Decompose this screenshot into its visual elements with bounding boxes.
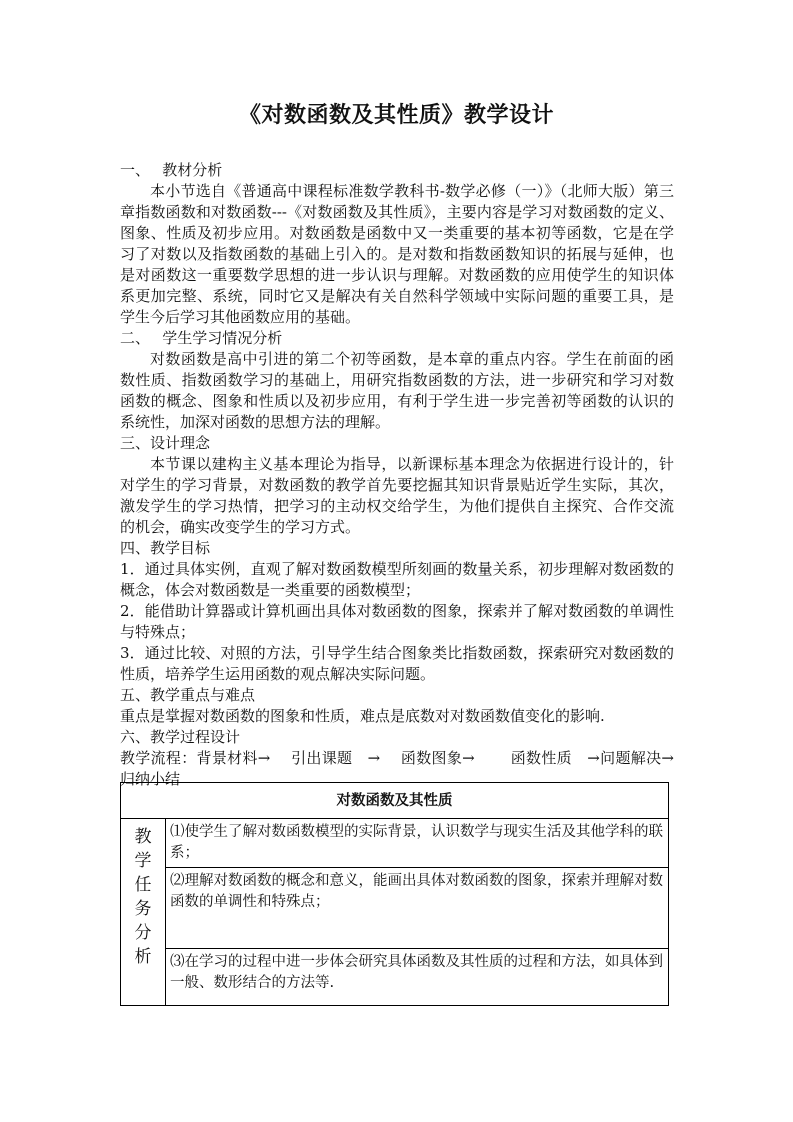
section-heading-concept: 三、设计理念	[120, 434, 211, 452]
goal-item-1: 1．通过具体实例，直观了解对数函数模型所刻画的数量关系，初步理解对数函数的概念，体会对数函数是一类重要的函数模型；	[120, 560, 674, 599]
section-heading-keypoints: 五、教学重点与难点	[120, 686, 256, 704]
document-body	[120, 160, 674, 790]
table-row: ⑶在学习的过程中进一步体会研究具体函数及其性质的过程和方法，如具体到一般、数形结合的方法等.	[166, 949, 669, 1006]
side-char: 务	[134, 899, 152, 919]
section-paragraph-concept: 本节课以建构主义基本理论为指导，以新课标基本理念为依据进行设计的，针对学生的学习背景，对数函数的教学首先要挖掘其知识背景贴近学生实际，其次，激发学生的学习热情，把学习的主动权交给学生，为他们提供自主探究、合作交流的机会，确实改变学生的学习方式。	[120, 455, 674, 536]
task-analysis-table	[120, 782, 669, 1006]
document-title: 《对数函数及其性质》教学设计	[238, 102, 554, 128]
table-row: ⑴使学生了解对数函数模型的实际背景，认识数学与现实生活及其他学科的联系；	[166, 819, 669, 868]
table-row: ⑵理解对数函数的概念和意义，能画出具体对数函数的图象，探索并理解对数函数的单调性和特殊点；	[166, 868, 669, 949]
section-heading-process: 六、教学过程设计	[120, 728, 241, 746]
section-paragraph-students: 对数函数是高中引进的第二个初等函数，是本章的重点内容。学生在前面的函数性质、指数函数学习的基础上，用研究指数函数的方法，进一步研究和学习对数函数的概念、图象和性质以及初步应用，有利于学生进一步完善初等函数的认识的系统性，加深对函数的思想方法的理解。	[120, 350, 674, 431]
process-flow: 教学流程：背景材料→ 引出课题 → 函数图象→ 函数性质 →问题解决→归纳小结	[120, 749, 674, 788]
section-heading-textbook: 一、 教材分析	[120, 161, 223, 179]
goal-item-3: 3．通过比较、对照的方法，引导学生结合图象类比指数函数，探索研究对数函数的性质，培养学生运用函数的观点解决实际问题。	[120, 644, 674, 683]
table-header: 对数函数及其性质	[121, 783, 669, 819]
section-paragraph-textbook: 本小节选自《普通高中课程标准数学教科书-数学必修（一）》（北师大版）第三章指数函数和对数函数---《对数函数及其性质》，主要内容是学习对数函数的定义、图象、性质及初步应用。对数函数是函数中又一类重要的基本初等函数，它是在学习了对数以及指数函数的基础上引入的。是对数和指数函数知识的拓展与延伸，也是对函数这一重要数学思想的进一步认识与理解。对数函数的应用使学生的知识体系更加完整、系统，同时它又是解决有关自然科学领域中实际问题的重要工具，是学生今后学习其他函数应用的基础。	[120, 182, 674, 326]
side-char: 学	[134, 851, 152, 871]
side-char: 析	[134, 947, 152, 967]
side-char: 任	[134, 875, 152, 895]
section-heading-goals: 四、教学目标	[120, 539, 211, 557]
keypoints-text: 重点是掌握对数函数的图象和性质，难点是底数对对数函数值变化的影响.	[120, 707, 605, 725]
section-heading-students: 二、 学生学习情况分析	[120, 329, 283, 347]
goal-item-2: 2．能借助计算器或计算机画出具体对数函数的图象，探索并了解对数函数的单调性与特殊点；	[120, 602, 674, 641]
side-char: 教	[134, 827, 152, 847]
table-side-label	[121, 819, 166, 1006]
side-char: 分	[134, 923, 152, 943]
